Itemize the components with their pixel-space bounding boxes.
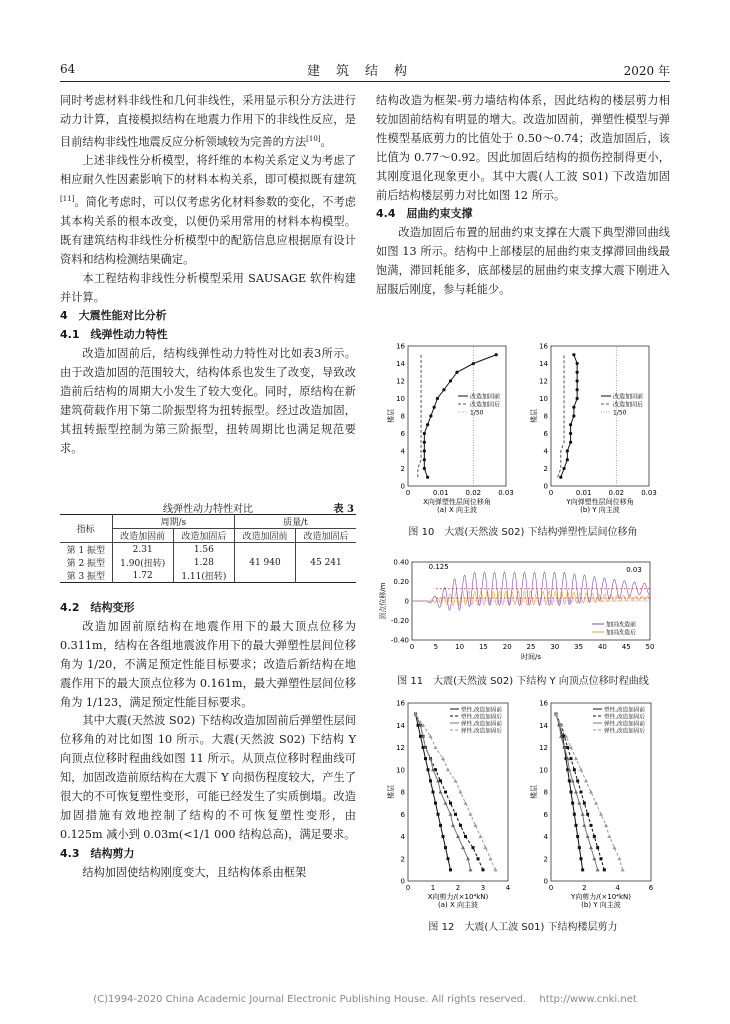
data-point xyxy=(429,414,432,417)
y-tick-label: 0 xyxy=(543,482,548,491)
x-tick-label: 5 xyxy=(433,643,439,651)
data-point xyxy=(569,432,572,435)
data-point xyxy=(589,846,593,850)
y-tick-label: -0.20 xyxy=(390,617,409,625)
table-title: 线弹性动力特性对比 表 3 xyxy=(163,504,354,515)
y-tick-label: 12 xyxy=(396,377,405,386)
data-point xyxy=(576,362,579,365)
data-point xyxy=(596,868,600,872)
data-point xyxy=(621,868,625,872)
data-point xyxy=(489,857,493,861)
data-point xyxy=(447,857,450,860)
x-tick-label: 10 xyxy=(455,643,465,651)
data-point xyxy=(423,467,426,470)
data-point xyxy=(578,846,581,849)
data-point xyxy=(449,802,452,805)
x-tick-label: 0 xyxy=(548,489,554,497)
data-point xyxy=(581,812,585,816)
y-tick-label: 14 xyxy=(539,360,548,368)
subsection-heading: 4.1 线弹性动力特性 xyxy=(60,328,168,342)
figure-12-caption: 图 12 大震(人工波 S01) 下结构楼层剪力 xyxy=(428,922,618,933)
data-point xyxy=(469,812,473,816)
figure-11 xyxy=(376,556,670,668)
x-tick-label: 0.03 xyxy=(641,489,657,497)
y-axis-label: 顶点位移/m xyxy=(379,582,387,620)
y-tick-label: 16 xyxy=(539,699,548,708)
y-tick-label: 4 xyxy=(543,833,548,841)
data-point xyxy=(612,846,616,850)
y-tick-label: 8 xyxy=(543,788,548,797)
series-line xyxy=(416,714,496,870)
legend-label: 弹性,改造加固前 xyxy=(604,721,645,728)
legend-label: 弹性,改造加固前 xyxy=(461,721,502,728)
paragraph: 上述非线性分析模型，将纤维的本构关系定义为考虑了相应耐久性因素影响下的材料本构关系，即可模拟既有建筑[11]。简化考虑时，可以仅考虑劣化材料参数的变化，不考虑其本构关系的根本改变，以便仍采用常用的材料本构模型。既有建筑结构非线性分析模型中的配筋信息应根据原有设计资料和结构检测结果确定。 xyxy=(60,154,356,266)
data-point xyxy=(426,476,429,479)
copyright-footer: (C)1994-2020 China Academic Journal Electronic Publishing House. All rights reserved. http://www.cnki.net xyxy=(93,994,637,1005)
data-point xyxy=(477,857,480,860)
data-point xyxy=(593,835,596,838)
y-axis-label: 楼层 xyxy=(387,785,395,799)
series-line-after xyxy=(418,355,421,478)
x-tick-label: 25 xyxy=(526,643,536,651)
data-point xyxy=(434,746,438,750)
y-tick-label: 6 xyxy=(400,430,405,438)
series-line-before xyxy=(424,355,496,478)
data-point xyxy=(592,857,596,861)
year: 2020 年 xyxy=(623,64,670,78)
data-point xyxy=(580,857,583,860)
paragraph: 其中大震(天然波 S02) 下结构改造加固前后弹塑性层间位移角的对比如图 10 所示。大震(天然波 S02) 下结构 Y 向顶点位移时程曲线如图 11 所示。从顶点位移时程曲线可知，加固改造前原结构在大震下 Y 向损伤程度较大，产生了很大的不可恢复塑性变形，可能已经发生了实质倒塌。改造加固措施有效地控制了结构的不可恢复塑性变形，由 0.125m 减小到 0.03m(<1/1 000 结构总高)，满足要求。 xyxy=(60,714,356,841)
data-point xyxy=(580,791,583,794)
y-tick-label: 2 xyxy=(400,855,405,864)
legend-label: 塑性,改造加固后 xyxy=(461,714,502,721)
x-tick-label: 50 xyxy=(645,643,655,651)
x-tick-label: 2 xyxy=(582,884,587,892)
figure-10 xyxy=(376,338,670,518)
data-point xyxy=(581,868,584,871)
table-row: 第 1 振型 2.31 1.56 41 940 45 241 xyxy=(60,543,356,557)
x-tick-label: 40 xyxy=(597,643,607,651)
data-point xyxy=(494,868,498,872)
paragraph: 本工程结构非线性分析模型采用 SAUSAGE 软件构建并计算。 xyxy=(60,271,356,304)
page-number: 64 xyxy=(60,62,76,76)
legend-label: 改造加固前 xyxy=(613,393,644,401)
data-point xyxy=(589,790,593,794)
data-point xyxy=(451,823,455,827)
data-point xyxy=(439,790,443,794)
x-axis-label: Y向剪力/(×10⁴kN) xyxy=(571,893,631,901)
x-axis-label: Y向弹塑性层间位移角 xyxy=(566,498,634,506)
data-point xyxy=(423,458,426,461)
table-header: 周期/s xyxy=(112,515,234,529)
data-point xyxy=(574,757,578,761)
data-point xyxy=(607,835,611,839)
y-tick-label: 14 xyxy=(396,721,405,730)
data-point xyxy=(584,779,588,783)
data-point xyxy=(566,449,569,452)
data-point xyxy=(586,813,589,816)
data-point xyxy=(469,868,473,872)
y-tick-label: 0 xyxy=(404,597,409,606)
data-point xyxy=(442,388,445,391)
data-point xyxy=(572,406,575,409)
data-point xyxy=(603,868,606,871)
left-column-top xyxy=(60,92,356,459)
x-tick-label: 0 xyxy=(405,884,411,892)
data-point xyxy=(600,857,603,860)
data-point xyxy=(582,823,586,827)
x-tick-label: 0.01 xyxy=(432,489,449,497)
legend-label: 改造加固后 xyxy=(613,401,644,409)
data-point xyxy=(423,449,426,452)
data-point xyxy=(437,813,440,816)
data-point xyxy=(571,779,575,783)
subfigure-label: (a) X 向主波 xyxy=(438,901,478,909)
data-point xyxy=(604,823,608,827)
table-header: 改造加固前 xyxy=(112,529,173,543)
table-header: 指标 xyxy=(60,515,112,543)
x-tick-label: 0.03 xyxy=(498,489,514,497)
data-point xyxy=(594,801,598,805)
y-tick-label: 12 xyxy=(539,744,548,752)
y-tick-label: 0 xyxy=(543,877,548,886)
y-tick-label: 8 xyxy=(400,788,405,797)
paragraph: 改造加固前后，结构线弹性动力特性对比如表3所示。由于改造加固的范围较大，结构体系也发生了改变，导致改造前后结构的周期大小发生了较大变化。同时，原结构在新建筑荷载作用下第二阶振型将为扭转振型。经过改造加固，其扭转振型控制为第三阶振型，扭转周期比也满足规范要求。 xyxy=(60,347,356,455)
legend-label: 塑性,改造加固后 xyxy=(604,714,645,721)
y-tick-label: 6 xyxy=(543,430,548,438)
data-point xyxy=(571,802,574,805)
legend-label: 弹性,改造加固后 xyxy=(461,728,502,735)
data-point xyxy=(569,423,572,426)
y-tick-label: 6 xyxy=(543,810,548,819)
legend-label: 1/50 xyxy=(613,409,627,417)
data-point xyxy=(572,414,575,417)
table-header: 改造加固前 xyxy=(234,529,295,543)
subsection-heading: 4.4 屈曲约束支撑 xyxy=(376,207,473,221)
data-point xyxy=(617,857,621,861)
data-point xyxy=(599,812,603,816)
legend-label: 加固改造后 xyxy=(606,629,637,637)
legend-label: 塑性,改造加固前 xyxy=(461,707,502,714)
figure-10-caption: 图 10 大震(天然波 S02) 下结构弹塑性层间位移角 xyxy=(408,527,638,538)
data-point xyxy=(572,353,575,356)
subfigure-label: (a) X 向主波 xyxy=(437,506,477,514)
journal-title: 建筑结构 xyxy=(306,64,423,79)
data-point xyxy=(456,835,460,839)
data-point xyxy=(433,406,436,409)
figure-11-caption: 图 11 大震(天然波 S02) 下结构 Y 向顶点位移时程曲线 xyxy=(397,676,649,687)
y-tick-label: 0.40 xyxy=(393,558,409,567)
table-header: 改造加固后 xyxy=(296,529,356,543)
y-tick-label: 14 xyxy=(539,721,548,730)
y-tick-label: 4 xyxy=(400,447,405,456)
subfigure-label: (b) Y 向主波 xyxy=(581,901,621,909)
x-axis-label: X向弹塑性层间位移角 xyxy=(423,498,491,506)
y-tick-label: 10 xyxy=(396,766,405,775)
x-axis-label: 时间/s xyxy=(520,653,542,661)
data-point xyxy=(449,379,452,382)
y-tick-label: 10 xyxy=(539,766,548,775)
y-tick-label: 10 xyxy=(396,395,405,403)
x-tick-label: 4 xyxy=(505,884,511,892)
x-tick-label: 20 xyxy=(502,643,512,651)
paragraph: 同时考虑材料非线性和几何非线性，采用显示积分方法进行动力计算，直接模拟结构在地震力作用下的非线性反应，是目前结构非线性地震反应分析领域较为完善的方法[10]。 xyxy=(60,94,356,149)
data-point xyxy=(576,779,579,782)
page-header xyxy=(60,60,670,82)
x-tick-label: 15 xyxy=(478,643,488,651)
data-point xyxy=(568,779,571,782)
legend-label: 改造加固前 xyxy=(470,393,501,401)
y-tick-label: 0 xyxy=(400,482,405,491)
data-point xyxy=(472,846,475,849)
subsection-heading: 4.2 结构变形 xyxy=(60,601,135,614)
data-point xyxy=(449,812,453,816)
table-row: 第 3 振型 1.72 1.11(扭转) xyxy=(60,569,356,583)
x-tick-label: 0 xyxy=(405,489,411,497)
data-point xyxy=(461,846,465,850)
x-tick-label: 2 xyxy=(455,884,461,892)
data-point xyxy=(464,801,468,805)
data-point xyxy=(454,779,458,783)
data-point xyxy=(466,857,470,861)
annotation-before: 0.125 xyxy=(428,562,449,571)
data-point xyxy=(455,371,458,374)
data-point xyxy=(432,791,435,794)
data-point xyxy=(424,757,427,760)
data-point xyxy=(576,379,579,382)
y-tick-label: 8 xyxy=(543,412,548,421)
data-point xyxy=(439,824,442,827)
data-point xyxy=(583,802,586,805)
x-tick-label: 0 xyxy=(548,884,554,892)
annotation-after: 0.03 xyxy=(626,565,642,574)
x-tick-label: 45 xyxy=(621,643,631,651)
data-point xyxy=(423,441,426,444)
paragraph: 改造加固前原结构在地震作用下的最大顶点位移为 0.311m，结构在各组地震波作用下的最大弹塑性层间位移角为 1/20，不满足预定性能目标要求；改造后新结构在地震作用下的最大顶点位移为 0.161m，最大弹塑性层间位移角为 1/123，满足预定性能目标要求。 xyxy=(60,619,356,709)
data-point xyxy=(596,846,599,849)
y-tick-label: 10 xyxy=(539,395,548,403)
data-point xyxy=(444,801,448,805)
paragraph: 结构改造为框架-剪力墙结构体系，因此结构的楼层剪力相较加固前结构有明显的增大。改造加固前，弹塑性模型与弹性模型基底剪力的比值处于 0.50～0.74；改造加固后，该比值为 0.77～0.92。因此加固后结构的损伤控制得更小，其刚度退化现象更小。其中大震(人工波 S01) 下改造加固前后结构楼层剪力对比如图 12 所示。 xyxy=(376,94,670,202)
y-tick-label: 16 xyxy=(396,342,405,351)
data-point xyxy=(570,791,573,794)
data-point xyxy=(436,397,439,400)
x-tick-label: 0.01 xyxy=(575,489,592,497)
y-tick-label: 14 xyxy=(396,360,405,368)
data-point xyxy=(495,353,498,356)
data-point xyxy=(444,846,447,849)
y-tick-label: 12 xyxy=(539,377,548,386)
x-tick-label: 0.02 xyxy=(465,489,482,497)
data-point xyxy=(426,423,429,426)
legend-label: 加固改造前 xyxy=(606,621,637,629)
data-point xyxy=(562,467,565,470)
y-tick-label: 4 xyxy=(543,447,548,456)
data-point xyxy=(459,824,462,827)
subfigure-label: (b) Y 向主波 xyxy=(580,506,620,514)
data-point xyxy=(427,768,430,771)
data-point xyxy=(434,802,437,805)
x-tick-label: 35 xyxy=(574,643,584,651)
data-point xyxy=(576,397,579,400)
data-point xyxy=(576,371,579,374)
x-tick-label: 3 xyxy=(480,884,486,892)
data-point xyxy=(482,868,485,871)
data-point xyxy=(566,746,569,749)
data-point xyxy=(579,768,583,772)
x-tick-label: 1 xyxy=(430,884,436,892)
y-tick-label: 16 xyxy=(539,342,548,351)
y-tick-label: 8 xyxy=(400,412,405,421)
data-point xyxy=(586,835,590,839)
data-point xyxy=(454,813,457,816)
y-tick-label: 16 xyxy=(396,699,405,708)
y-axis-label: 楼层 xyxy=(387,409,395,423)
data-point xyxy=(573,768,576,771)
data-point xyxy=(464,835,467,838)
y-tick-label: 4 xyxy=(400,833,405,841)
data-point xyxy=(423,432,426,435)
data-point xyxy=(566,458,569,461)
data-point xyxy=(459,790,463,794)
data-point xyxy=(570,757,573,760)
left-column-bottom xyxy=(60,599,356,883)
data-point xyxy=(573,813,576,816)
paragraph: 改造加固后布置的屈曲约束支撑在大震下典型滞回曲线如图 13 所示。结构中上部楼层的屈曲约束支撑滞回曲线最饱满，滞回耗能多，底部楼层的屈曲约束支撑大震下刚进入屈服后刚度，参与耗能少。 xyxy=(376,226,670,297)
data-point xyxy=(569,441,572,444)
y-tick-label: 2 xyxy=(543,465,548,473)
y-axis-label: 楼层 xyxy=(530,785,538,799)
data-point xyxy=(444,791,447,794)
paragraph: 结构加固使结构刚度变大，且结构体系由框架 xyxy=(82,865,307,879)
x-tick-label: 0.02 xyxy=(608,489,625,497)
data-point xyxy=(590,824,593,827)
data-point xyxy=(569,746,573,750)
series-line-after xyxy=(558,355,565,478)
data-point xyxy=(576,835,579,838)
data-point xyxy=(484,846,488,850)
section-heading: 4 大震性能对比分析 xyxy=(60,309,167,323)
data-point xyxy=(442,835,445,838)
x-axis-label: X向剪力/(×10⁴kN) xyxy=(427,893,489,901)
data-point xyxy=(449,868,452,871)
y-tick-label: 2 xyxy=(543,855,548,864)
y-tick-label: 12 xyxy=(396,744,405,752)
data-point xyxy=(577,801,581,805)
legend-label: 塑性,改造加固前 xyxy=(604,707,645,714)
legend-label: 改造加固后 xyxy=(470,401,501,409)
data-point xyxy=(429,779,432,782)
x-tick-label: 0 xyxy=(409,643,415,651)
subsection-heading: 4.3 结构剪力 xyxy=(60,846,135,860)
legend-label: 弹性,改造加固后 xyxy=(604,728,645,735)
x-tick-label: 6 xyxy=(648,884,654,892)
table-row: 第 2 振型 1.90(扭转) 1.28 xyxy=(60,556,356,569)
right-column-top xyxy=(376,92,670,300)
data-point xyxy=(479,835,483,839)
y-tick-label: 2 xyxy=(400,465,405,473)
y-axis-label: 楼层 xyxy=(530,409,538,423)
data-point xyxy=(474,823,478,827)
table-3 xyxy=(60,514,356,583)
figure-12 xyxy=(376,695,670,917)
data-point xyxy=(574,790,578,794)
data-point xyxy=(576,388,579,391)
data-point xyxy=(446,768,450,772)
table-header: 质量/t xyxy=(234,515,356,529)
legend-label: 1/50 xyxy=(470,409,484,417)
data-point xyxy=(575,824,578,827)
table-header: 改造加固后 xyxy=(173,529,234,543)
y-tick-label: -0.40 xyxy=(390,636,409,645)
y-tick-label: 6 xyxy=(400,810,405,819)
x-tick-label: 4 xyxy=(615,884,620,892)
y-tick-label: 0.20 xyxy=(393,578,409,586)
plot-frame xyxy=(408,346,506,486)
data-point xyxy=(559,476,562,479)
y-tick-label: 0 xyxy=(400,877,405,886)
x-tick-label: 30 xyxy=(550,643,560,651)
